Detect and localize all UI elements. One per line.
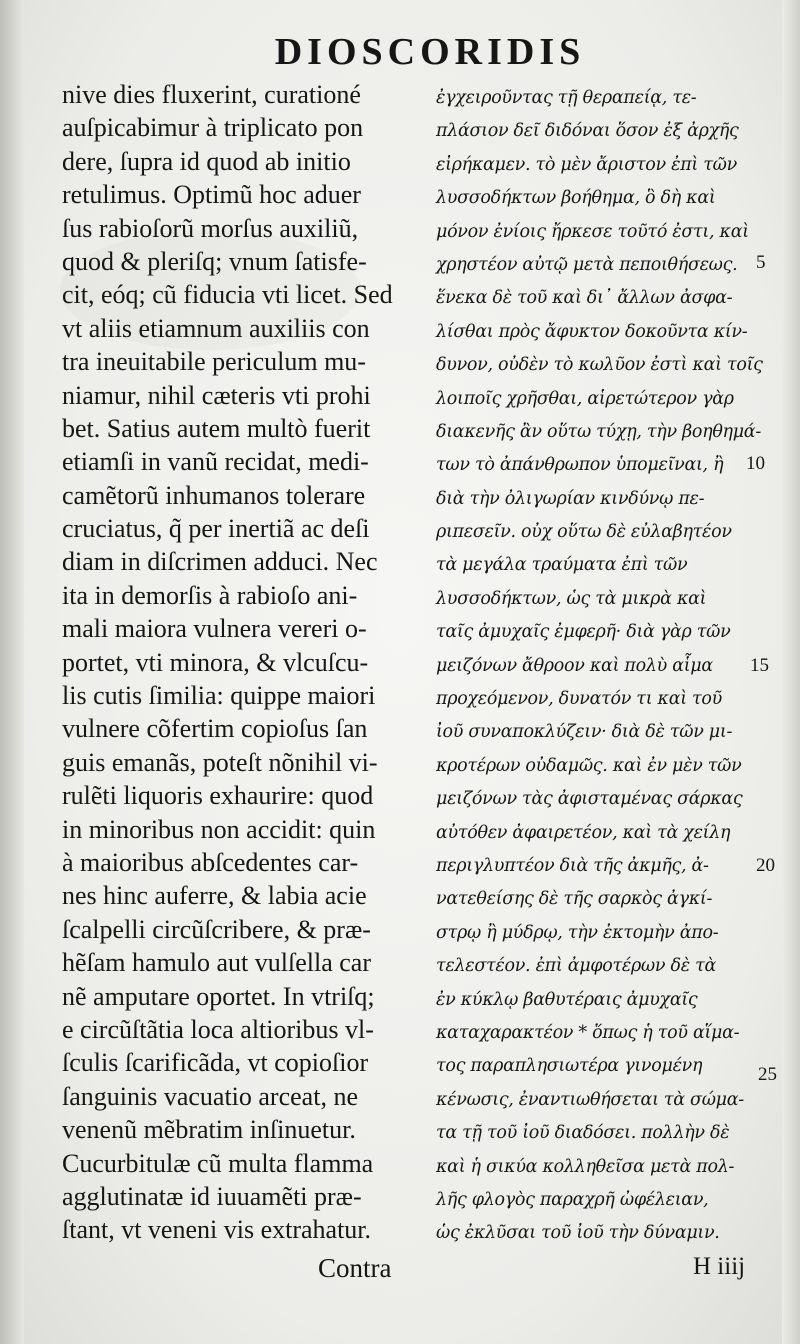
latin-text-line: hẽſam hamulo aut vulſella car bbox=[62, 948, 371, 978]
greek-text-line: δυνον, οὐδὲν τὸ κωλῦον ἐστὶ καὶ τοῖς bbox=[436, 355, 763, 376]
greek-text-line: ἐν κύκλῳ βαθυτέραις ἀμυχαῖς bbox=[436, 989, 698, 1010]
greek-text-line: λυσσοδήκτων, ὡς τὰ μικρὰ καὶ bbox=[436, 588, 707, 609]
greek-text-line: στρῳ ἢ μύδρῳ, τὴν ἐκτομὴν ἀπο- bbox=[436, 922, 719, 943]
line-number-25: 25 bbox=[758, 1064, 777, 1085]
greek-text-line: προχεόμενον, δυνατόν τι καὶ τοῦ bbox=[436, 689, 722, 710]
latin-text-line: Cucurbitulæ cũ multa flamma bbox=[62, 1148, 374, 1178]
latin-text-line: retulimus. Optimũ hoc aduer bbox=[62, 180, 361, 210]
greek-text-line: λῆς φλογὸς παραχρῆ ὠφέλειαν, bbox=[436, 1189, 709, 1210]
greek-text-line: ταῖς ἀμυχαῖς ἐμφερῆ· διὰ γὰρ τῶν bbox=[436, 622, 731, 643]
latin-text-line: ſus rabioſorũ morſus auxiliũ, bbox=[62, 213, 359, 243]
greek-text-line: μειζόνων τὰς ἀφισταμένας σάρκας bbox=[436, 789, 743, 810]
greek-text-line: μόνον ἐνίοις ἤρκεσε τοῦτό ἐστι, καὶ bbox=[436, 221, 749, 242]
latin-text-line: agglutinatæ id iuuamẽti præ- bbox=[62, 1181, 362, 1211]
latin-text-line: niamur, nihil cæteris vti prohi bbox=[62, 380, 371, 410]
latin-text-line: ſculis ſcarificãda, vt copioſior bbox=[62, 1048, 369, 1078]
greek-text-line: λοιποῖς χρῆσθαι, αἱρετώτερον γὰρ bbox=[436, 388, 734, 409]
greek-text-line: ἕνεκα δὲ τοῦ καὶ δι᾽ ἄλλων ἀσφα- bbox=[436, 288, 733, 309]
greek-text-line: ἐγχειροῦντας τῇ θεραπείᾳ, τε- bbox=[436, 88, 697, 108]
line-number-5: 5 bbox=[756, 252, 766, 273]
latin-text-line: cruciatus, q̃ per inertiã ac deſi bbox=[62, 514, 370, 544]
line-number-15: 15 bbox=[750, 655, 769, 676]
greek-text-line: τελεστέον. ἐπὶ ἀμφοτέρων δὲ τὰ bbox=[436, 956, 716, 977]
greek-text-line: λίσθαι πρὸς ἄφυκτον δοκοῦντα κίν- bbox=[436, 321, 748, 342]
latin-column bbox=[62, 78, 427, 1247]
latin-text-line: venenũ mẽbratim inſinuetur. bbox=[62, 1115, 356, 1145]
greek-column bbox=[436, 82, 771, 1251]
latin-text-line: rulẽti liquoris exhaurire: quod bbox=[62, 781, 374, 811]
latin-text-line: etiamſi in vanũ recidat, medi- bbox=[62, 447, 369, 477]
latin-text-line: nẽ amputare oportet. In vtriſq; bbox=[62, 981, 375, 1011]
greek-text-line: περιγλυπτέον διὰ τῆς ἀκμῆς, ἀ- bbox=[436, 855, 709, 876]
greek-text-line: τὰ μεγάλα τραύματα ἐπὶ τῶν bbox=[436, 555, 688, 576]
greek-text-line: χρηστέον αὐτῷ μετὰ πεποιθήσεως. bbox=[436, 254, 738, 275]
latin-text-line: bet. Satius autem multò fuerit bbox=[62, 413, 371, 443]
latin-text-line: vt aliis etiamnum auxiliis con bbox=[62, 313, 370, 343]
greek-text-line: καταχαρακτέον * ὅπως ἡ τοῦ αἵμα- bbox=[436, 1022, 740, 1043]
greek-text-line: κροτέρων οὐδαμῶς. καὶ ἐν μὲν τῶν bbox=[436, 755, 742, 776]
latin-text-line: camẽtorũ inhumanos tolerare bbox=[62, 480, 366, 510]
latin-text-line: ſcalpelli circũſcribere, & præ- bbox=[62, 914, 371, 944]
greek-text-line: μειζόνων ἄθροον καὶ πολὺ αἷμα bbox=[436, 655, 713, 676]
latin-text-line: e circũſtãtia loca altioribus vl- bbox=[62, 1014, 374, 1044]
latin-text-line: auſpicabimur à triplicato pon bbox=[62, 113, 364, 143]
greek-text-line: αὐτόθεν ἀφαιρετέον, καὶ τὰ χείλη bbox=[436, 822, 731, 843]
greek-text-line: κένωσις, ἐναντιωθήσεται τὰ σώμα- bbox=[436, 1089, 744, 1110]
latin-text-line: ita in demorſis à rabioſo ani- bbox=[62, 580, 358, 610]
greek-text-line: ριπεσεῖν. οὐχ οὕτω δὲ εὐλαβητέον bbox=[436, 522, 732, 543]
page-edge bbox=[782, 0, 800, 1344]
latin-text-line: cit, eóq; cũ fiducia vti licet. Sed bbox=[62, 280, 393, 310]
latin-text-line: nes hinc auferre, & labia acie bbox=[62, 881, 367, 911]
greek-text-line: των τὸ ἀπάνθρωπον ὑπομεῖναι, ἢ bbox=[436, 455, 724, 476]
greek-text-line: νατεθείσης δὲ τῆς σαρκὸς ἀγκί- bbox=[436, 889, 713, 910]
latin-text-line: à maioribus abſcedentes car- bbox=[62, 847, 359, 877]
catchword: Contra bbox=[318, 1253, 392, 1283]
greek-text-line: ἰοῦ συναποκλύζειν· διὰ δὲ τῶν μι- bbox=[436, 722, 733, 743]
greek-text-line: διὰ τὴν ὀλιγωρίαν κινδύνῳ πε- bbox=[436, 488, 705, 509]
greek-text-line: λυσσοδήκτων βοήθημα, ὃ δὴ καὶ bbox=[436, 188, 716, 209]
greek-text-line: πλάσιον δεῖ διδόναι ὅσον ἐξ ἀρχῆς bbox=[436, 121, 739, 142]
running-header: DIOSCORIDIS bbox=[274, 31, 586, 73]
latin-text-line: ſanguinis vacuatio arceat, ne bbox=[62, 1081, 358, 1111]
latin-text-line: tra ineuitabile periculum mu- bbox=[62, 347, 366, 377]
latin-text-line: lis cutis ſimilia: quippe maiori bbox=[62, 681, 376, 711]
latin-text-line: in minoribus non accidit: quin bbox=[62, 814, 376, 844]
greek-text-line: ὡς ἐκλῦσαι τοῦ ἰοῦ τὴν δύναμιν. bbox=[436, 1223, 720, 1244]
greek-text-line: διακενῆς ἂν οὕτω τύχῃ, τὴν βοηθημά- bbox=[436, 421, 761, 442]
greek-text-line: καὶ ἡ σικύα κολληθεῖσα μετὰ πολ- bbox=[436, 1156, 735, 1177]
greek-text-line: τα τῇ τοῦ ἰοῦ διαδόσει. πολλὴν δὲ bbox=[436, 1123, 730, 1144]
latin-text-line: guis emanãs, poteſt nõnihil vi- bbox=[62, 747, 378, 777]
greek-text-line: εἰρήκαμεν. τὸ μὲν ἄριστον ἐπὶ τῶν bbox=[436, 154, 737, 175]
latin-text-line: quod & pleriſq; vnum ſatisfe- bbox=[62, 246, 367, 276]
greek-text-line: τος παραπλησιωτέρα γινομένη bbox=[436, 1056, 703, 1077]
latin-text-line: ſtant, vt veneni vis extrahatur. bbox=[62, 1215, 372, 1245]
latin-text-line: vulnere cõfertim copioſus ſan bbox=[62, 714, 368, 744]
page-gutter-shadow bbox=[0, 0, 24, 1344]
latin-text-line: nive dies fluxerint, curationé bbox=[62, 80, 361, 109]
line-number-10: 10 bbox=[746, 453, 765, 474]
signature-mark: H iiij bbox=[693, 1253, 746, 1280]
latin-text-line: diam in diſcrimen adduci. Nec bbox=[62, 547, 378, 577]
latin-text-line: portet, vti minora, & vlcuſcu- bbox=[62, 647, 369, 677]
latin-text-line: dere, ſupra id quod ab initio bbox=[62, 146, 351, 176]
latin-text-line: mali maiora vulnera vereri o- bbox=[62, 614, 367, 644]
line-number-20: 20 bbox=[756, 855, 775, 876]
